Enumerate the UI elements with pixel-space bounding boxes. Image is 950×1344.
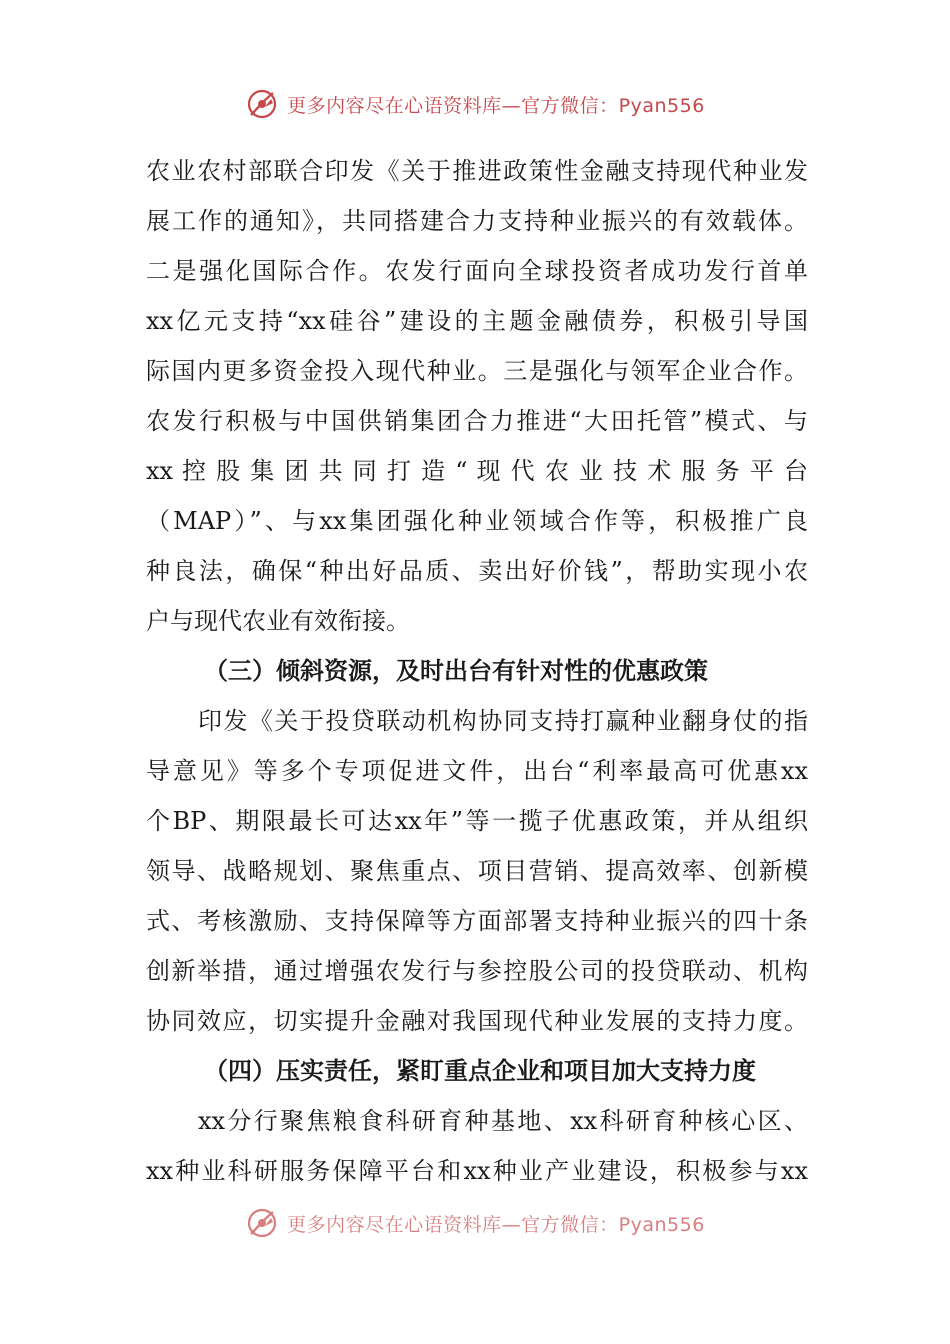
paragraph-line: xx种业科研服务保障平台和xx种业产业建设，积极参与xx <box>146 1157 808 1185</box>
footer-watermark <box>0 1203 950 1243</box>
paragraph-line: 印发《关于投贷联动机构协同支持打赢种业翻身仗的指 <box>198 707 808 735</box>
section-heading-3: （三）倾斜资源，及时出台有针对性的优惠政策 <box>204 656 708 685</box>
paragraph-line: 二是强化国际合作。农发行面向全球投资者成功发行首单 <box>146 257 808 285</box>
pen-logo-icon <box>245 1206 279 1240</box>
paragraph-line: 创新举措，通过增强农发行与参控股公司的投贷联动、机构 <box>146 957 808 985</box>
paragraph-line: 导意见》等多个专项促进文件，出台“利率最高可优惠xx <box>146 757 808 785</box>
paragraph-line: 协同效应，切实提升金融对我国现代种业发展的支持力度。 <box>146 1007 808 1035</box>
paragraph-line: xx分行聚焦粮食科研育种基地、xx科研育种核心区、 <box>198 1107 808 1135</box>
document-body <box>146 146 808 1196</box>
paragraph-line: 领导、战略规划、聚焦重点、项目营销、提高效率、创新模 <box>146 857 808 885</box>
header-watermark <box>0 84 950 124</box>
paragraph-line: xx 控 股 集 团 共 同 打 造 “ 现 代 农 业 技 术 服 务 平 台 <box>146 457 808 485</box>
paragraph-line: 际国内更多资金投入现代种业。三是强化与领军企业合作。 <box>146 357 808 385</box>
paragraph-line: 展工作的通知》，共同搭建合力支持种业振兴的有效载体。 <box>146 207 808 235</box>
paragraph-line: 种良法，确保“种出好品质、卖出好价钱”，帮助实现小农 <box>146 557 808 585</box>
paragraph-line: 农发行积极与中国供销集团合力推进“大田托管”模式、与 <box>146 407 808 435</box>
paragraph-line: 式、考核激励、支持保障等方面部署支持种业振兴的四十条 <box>146 907 808 935</box>
paragraph-line: 个BP、期限最长可达xx年”等一揽子优惠政策，并从组织 <box>146 807 808 835</box>
pen-logo-icon <box>245 87 279 121</box>
paragraph-line: 农业农村部联合印发《关于推进政策性金融支持现代种业发 <box>146 157 808 185</box>
paragraph-line: xx亿元支持“xx硅谷”建设的主题金融债券，积极引导国 <box>146 307 808 335</box>
section-heading-4: （四）压实责任，紧盯重点企业和项目加大支持力度 <box>204 1056 756 1085</box>
watermark-text: 更多内容尽在心语资料库—官方微信：Pyan556 <box>287 1213 705 1236</box>
paragraph-line: 户与现代农业有效衔接。 <box>146 607 410 635</box>
paragraph-line: （MAP）”、与xx集团强化种业领域合作等，积极推广良 <box>146 507 808 535</box>
watermark-text: 更多内容尽在心语资料库—官方微信：Pyan556 <box>287 94 705 117</box>
